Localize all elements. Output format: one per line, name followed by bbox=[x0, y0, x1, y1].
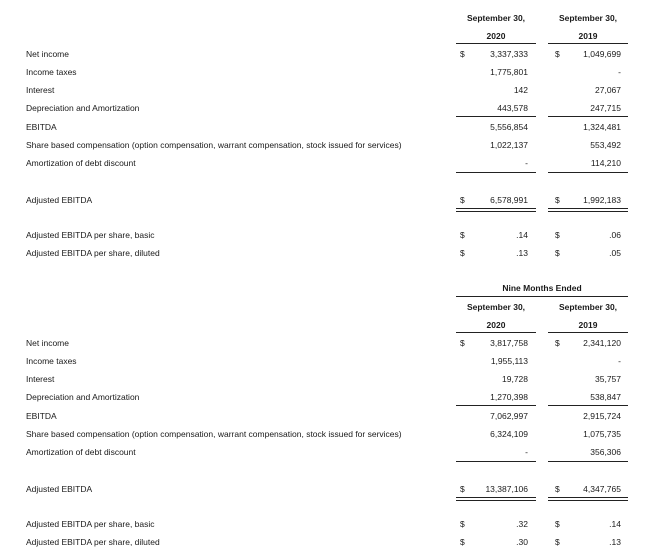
value-2019: 4,347,765 bbox=[583, 484, 621, 494]
currency-symbol: $ bbox=[555, 519, 560, 529]
value-2019: 1,992,183 bbox=[583, 195, 621, 205]
value-2019: - bbox=[618, 356, 621, 366]
total-rule bbox=[456, 172, 536, 173]
row-label: Net income bbox=[26, 49, 69, 59]
value-2019: 1,324,481 bbox=[583, 122, 621, 132]
currency-symbol: $ bbox=[555, 49, 560, 59]
value-2020: 443,578 bbox=[497, 103, 528, 113]
value-2019: 247,715 bbox=[590, 103, 621, 113]
value-2019: 2,915,724 bbox=[583, 411, 621, 421]
col-header-2019: September 30, bbox=[558, 302, 618, 312]
value-2020: 13,387,106 bbox=[485, 484, 528, 494]
value-2020: 1,955,113 bbox=[490, 356, 528, 366]
value-2019: 1,049,699 bbox=[583, 49, 621, 59]
subtotal-rule bbox=[456, 405, 536, 406]
col-header-2020: September 30, bbox=[466, 13, 526, 23]
col-year-2020: 2020 bbox=[486, 31, 506, 41]
value-2020: 6,578,991 bbox=[490, 195, 528, 205]
row-label: Share based compensation (option compensation, warrant compensation, stock issued for services) bbox=[26, 140, 402, 150]
currency-symbol: $ bbox=[555, 248, 560, 258]
double-rule bbox=[456, 208, 536, 212]
currency-symbol: $ bbox=[555, 230, 560, 240]
value-2020: .14 bbox=[516, 230, 528, 240]
header-rule bbox=[548, 332, 628, 333]
currency-symbol: $ bbox=[555, 484, 560, 494]
currency-symbol: $ bbox=[555, 195, 560, 205]
subtotal-rule bbox=[548, 405, 628, 406]
value-2019: 114,210 bbox=[590, 158, 621, 168]
row-label: EBITDA bbox=[26, 122, 57, 132]
value-2020: 6,324,109 bbox=[490, 429, 528, 439]
value-2019: 356,306 bbox=[590, 447, 621, 457]
value-2019: .05 bbox=[609, 248, 621, 258]
row-label: Depreciation and Amortization bbox=[26, 392, 140, 402]
row-label: Adjusted EBITDA bbox=[26, 195, 93, 205]
value-2019: 27,067 bbox=[595, 85, 621, 95]
row-label: Amortization of debt discount bbox=[26, 447, 136, 457]
col-year-2019: 2019 bbox=[578, 320, 598, 330]
row-label: Share based compensation (option compensation, warrant compensation, stock issued for services) bbox=[26, 429, 402, 439]
value-2020: 1,270,398 bbox=[490, 392, 528, 402]
col-header-2019: September 30, bbox=[558, 13, 618, 23]
row-label: Adjusted EBITDA per share, basic bbox=[26, 230, 155, 240]
value-2020: - bbox=[525, 158, 528, 168]
value-2019: 553,492 bbox=[590, 140, 621, 150]
value-2020: .32 bbox=[516, 519, 528, 529]
currency-symbol: $ bbox=[460, 484, 465, 494]
value-2020: 7,062,997 bbox=[490, 411, 528, 421]
col-year-2019: 2019 bbox=[578, 31, 598, 41]
currency-symbol: $ bbox=[555, 537, 560, 547]
header-rule bbox=[456, 332, 536, 333]
double-rule bbox=[548, 208, 628, 212]
col-header-2020: September 30, bbox=[466, 302, 526, 312]
total-rule bbox=[548, 172, 628, 173]
row-label: Interest bbox=[26, 85, 55, 95]
col-year-2020: 2020 bbox=[486, 320, 506, 330]
row-label: EBITDA bbox=[26, 411, 57, 421]
value-2020: .13 bbox=[516, 248, 528, 258]
header-rule bbox=[548, 43, 628, 44]
currency-symbol: $ bbox=[460, 49, 465, 59]
value-2019: .13 bbox=[609, 537, 621, 547]
value-2020: 1,022,137 bbox=[490, 140, 528, 150]
row-label: Adjusted EBITDA per share, basic bbox=[26, 519, 155, 529]
value-2019: .14 bbox=[609, 519, 621, 529]
total-rule bbox=[456, 461, 536, 462]
value-2020: .30 bbox=[516, 537, 528, 547]
currency-symbol: $ bbox=[460, 537, 465, 547]
value-2020: 19,728 bbox=[502, 374, 528, 384]
value-2020: 1,775,801 bbox=[490, 67, 528, 77]
value-2019: - bbox=[618, 67, 621, 77]
row-label: Interest bbox=[26, 374, 55, 384]
row-label: Adjusted EBITDA per share, diluted bbox=[26, 248, 160, 258]
value-2019: 538,847 bbox=[590, 392, 621, 402]
double-rule bbox=[456, 497, 536, 501]
row-label: Adjusted EBITDA bbox=[26, 484, 93, 494]
currency-symbol: $ bbox=[460, 195, 465, 205]
title-rule bbox=[456, 296, 628, 297]
double-rule bbox=[548, 497, 628, 501]
currency-symbol: $ bbox=[460, 519, 465, 529]
row-label: Income taxes bbox=[26, 67, 77, 77]
value-2019: 1,075,735 bbox=[583, 429, 621, 439]
header-rule bbox=[456, 43, 536, 44]
row-label: Depreciation and Amortization bbox=[26, 103, 140, 113]
value-2020: 3,337,333 bbox=[490, 49, 528, 59]
currency-symbol: $ bbox=[555, 338, 560, 348]
value-2020: 5,556,854 bbox=[490, 122, 528, 132]
currency-symbol: $ bbox=[460, 230, 465, 240]
row-label: Net income bbox=[26, 338, 69, 348]
value-2020: 142 bbox=[513, 85, 528, 95]
row-label: Adjusted EBITDA per share, diluted bbox=[26, 537, 160, 547]
row-label: Amortization of debt discount bbox=[26, 158, 136, 168]
value-2020: 3,817,758 bbox=[490, 338, 528, 348]
value-2019: .06 bbox=[609, 230, 621, 240]
row-label: Income taxes bbox=[26, 356, 77, 366]
currency-symbol: $ bbox=[460, 248, 465, 258]
total-rule bbox=[548, 461, 628, 462]
subtotal-rule bbox=[456, 116, 536, 117]
value-2019: 35,757 bbox=[595, 374, 621, 384]
subtotal-rule bbox=[548, 116, 628, 117]
section-title: Nine Months Ended bbox=[502, 283, 582, 293]
value-2020: - bbox=[525, 447, 528, 457]
value-2019: 2,341,120 bbox=[583, 338, 621, 348]
currency-symbol: $ bbox=[460, 338, 465, 348]
